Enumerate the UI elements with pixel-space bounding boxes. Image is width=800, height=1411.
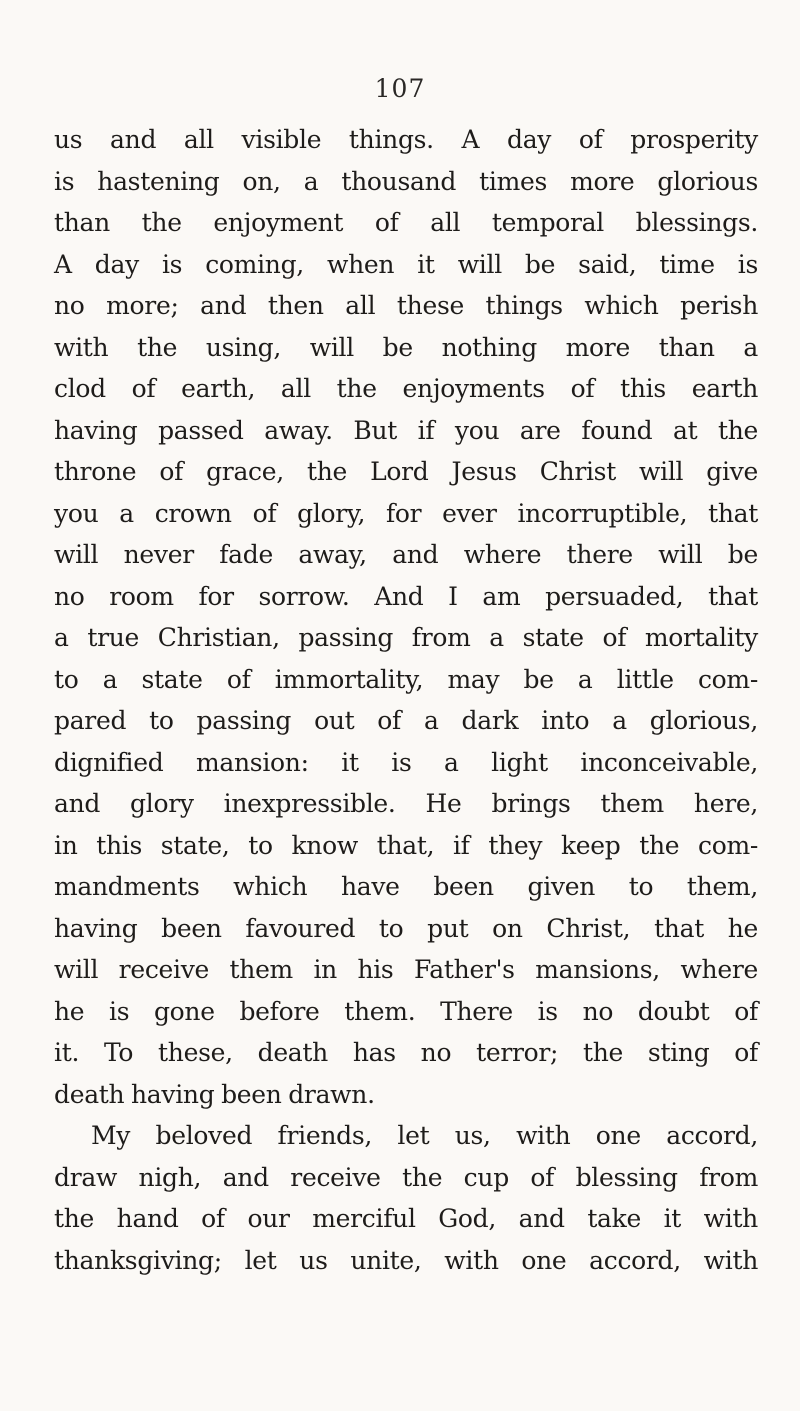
text-line: the hand of our merciful God, and take it with [54,1204,758,1233]
text-line: with the using, will be nothing more than a [54,332,758,362]
text-line: he is gone before them. There is no doubt of [54,996,758,1026]
text-line: having been favoured to put on Christ, that he [54,913,758,943]
page-number: 107 [374,74,426,103]
text-line: death having been drawn. [54,1079,375,1109]
text-line: clod of earth, all the enjoyments of this earth [54,374,758,403]
text-line: is hastening on, a thousand times more glorious [54,166,758,196]
text-line: will receive them in his Father's mansions, where [54,955,758,984]
text-line: in this state, to know that, if they keep the com- [54,830,758,860]
text-line: throne of grace, the Lord Jesus Christ will give [54,457,758,486]
text-line: to a state of immortality, may be a little com- [54,664,758,694]
text-line: having passed away. But if you are found at the [54,415,758,445]
text-line: pared to passing out of a dark into a glorious, [54,706,758,735]
text-line: mandments which have been given to them, [54,872,758,901]
text-line: will never fade away, and where there will be [54,540,758,569]
text-line: no more; and then all these things which perish [54,291,758,320]
text-line: and glory inexpressible. He brings them here, [54,789,758,818]
text-line: a true Christian, passing from a state of mortality [54,623,758,652]
text-line: My beloved friends, let us, with one accord, [91,1121,758,1150]
text-line: draw nigh, and receive the cup of blessing from [54,1162,758,1192]
text-line: A day is coming, when it will be said, time is [54,249,758,279]
text-line: no room for sorrow. And I am persuaded, that [54,581,758,611]
text-line: than the enjoyment of all temporal blessings. [54,208,758,237]
text-line: it. To these, death has no terror; the sting of [54,1038,758,1067]
text-line: dignified mansion: it is a light inconceivable, [54,747,758,777]
text-line: thanksgiving; let us unite, with one accord, with [54,1245,758,1275]
body-text [54,119,758,1281]
paragraph-2 [54,1115,758,1281]
text-line: us and all visible things. A day of prosperity [54,125,758,154]
text-line: you a crown of glory, for ever incorruptible, that [54,498,758,528]
paragraph-1 [54,119,758,1115]
